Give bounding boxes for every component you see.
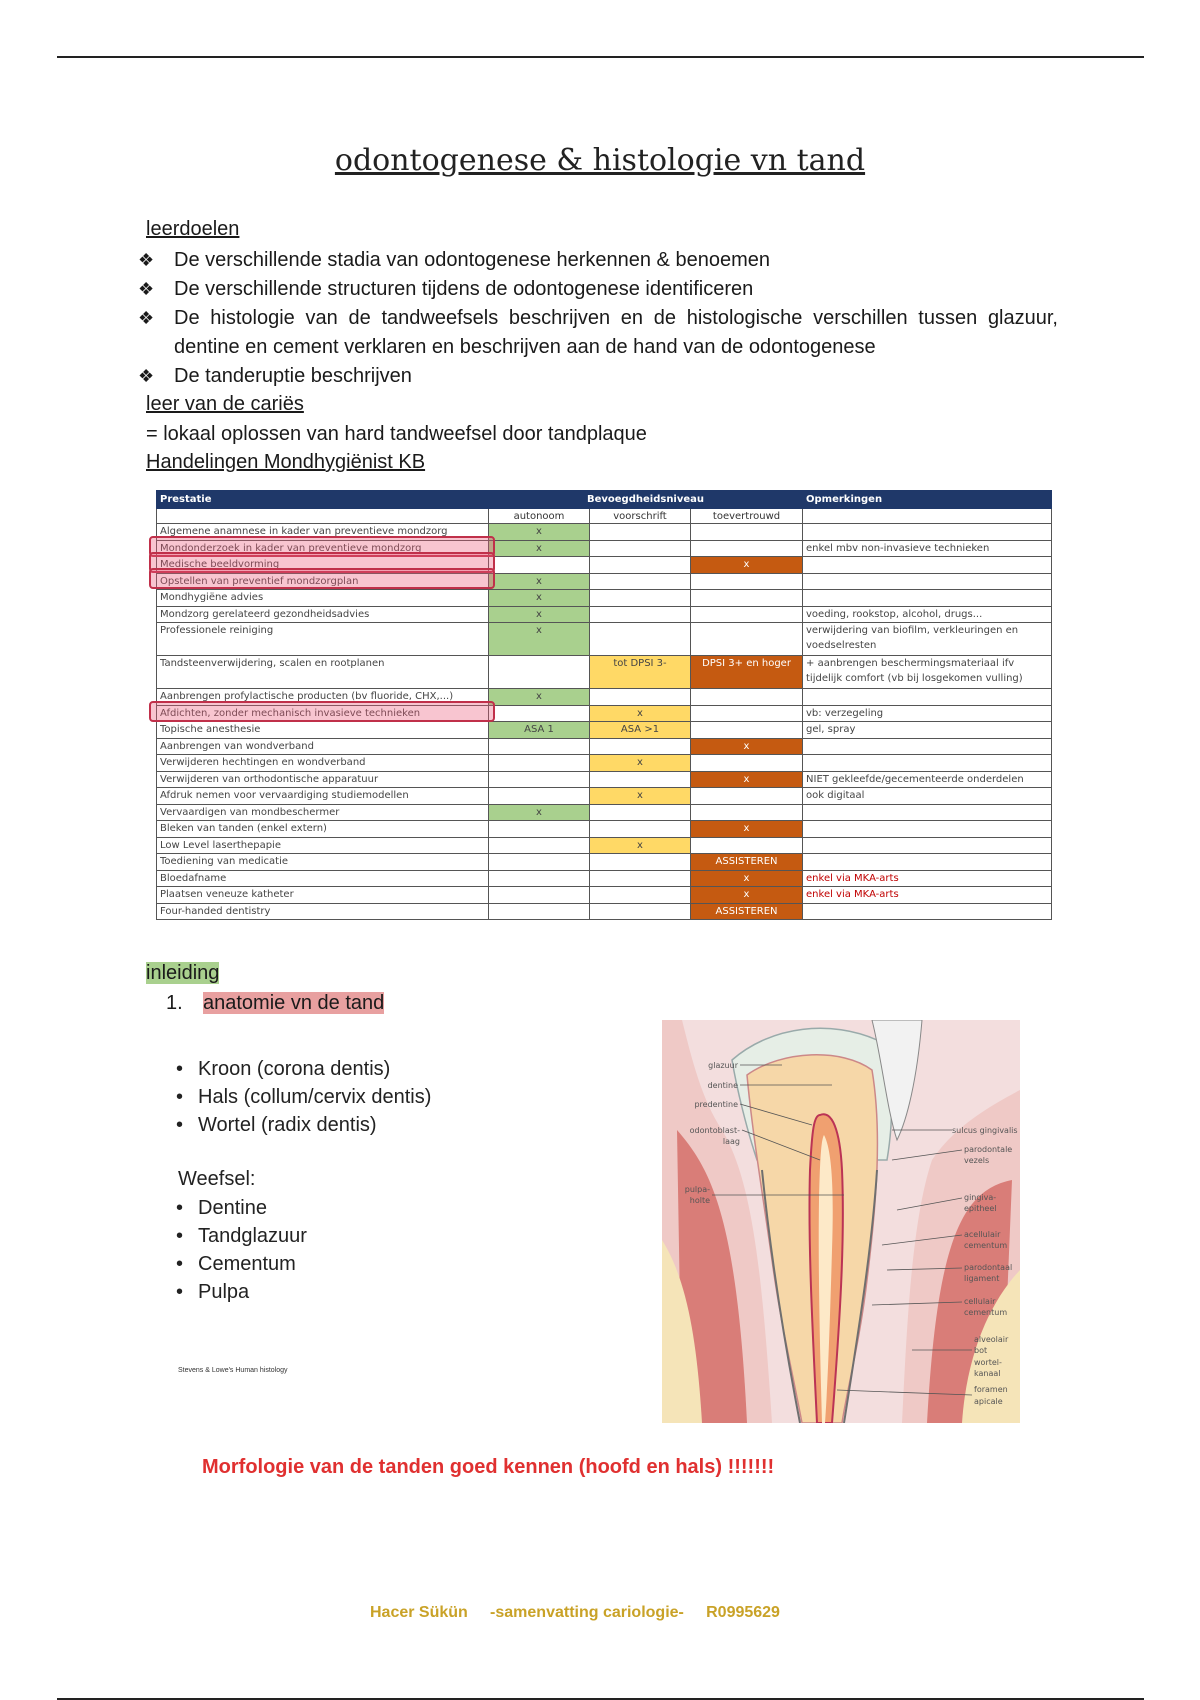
figure-label: cellulair (964, 1297, 996, 1306)
cell-prestatie: Mondzorg gerelateerd gezondheidsadvies (157, 606, 489, 623)
cell-toevertrouwd (691, 804, 803, 821)
cell-voorschrift: x (590, 755, 691, 772)
cell-prestatie: Bleken van tanden (enkel extern) (157, 821, 489, 838)
highlight-afdichten (149, 701, 495, 722)
list-item: • Tandglazuur (176, 1222, 307, 1250)
anatomie-label: anatomie vn de tand (203, 992, 385, 1014)
cell-autonoom: x (489, 573, 590, 590)
cell-prestatie: Bloedafname (157, 870, 489, 887)
caries-heading: leer van de cariës (146, 393, 304, 415)
cell-opmerking (803, 903, 1052, 920)
cell-toevertrouwd (691, 606, 803, 623)
weefsel-heading: Weefsel: (178, 1168, 256, 1190)
cell-toevertrouwd: x (691, 870, 803, 887)
handelingen-heading: Handelingen Mondhygiënist KB (146, 451, 426, 473)
subheader-empty (157, 509, 489, 524)
cell-prestatie: Verwijderen hechtingen en wondverband (157, 755, 489, 772)
cell-toevertrouwd: x (691, 738, 803, 755)
warning-note: Morfologie van de tanden goed kennen (hoofd en hals) !!!!!!! (202, 1456, 775, 1478)
figure-label: wortel- (974, 1358, 1002, 1367)
cell-opmerking: gel, spray (803, 722, 1052, 739)
cell-autonoom (489, 656, 590, 689)
cell-autonoom (489, 771, 590, 788)
cell-opmerking (803, 524, 1052, 541)
subheader-voorschrift: voorschrift (590, 509, 691, 524)
table-row (157, 606, 1052, 623)
cell-prestatie: Verwijderen van orthodontische apparatuur (157, 771, 489, 788)
diamond-bullet-icon: ❖ (138, 250, 155, 270)
leerdoel-item: ❖ De histologie van de tandweefsels beschrijven en de histologische verschillen tussen glazuur, dentine en cement verklaren en beschrijven aan de hand van de odontogenese (138, 304, 1058, 362)
cell-opmerking: voeding, rookstop, alcohol, drugs... (803, 606, 1052, 623)
cell-toevertrouwd (691, 540, 803, 557)
cell-toevertrouwd: x (691, 771, 803, 788)
diamond-bullet-icon: ❖ (138, 279, 155, 299)
table-row (157, 755, 1052, 772)
table-row (157, 590, 1052, 607)
list-item: • Cementum (176, 1250, 307, 1278)
top-rule (57, 56, 1144, 58)
cell-prestatie: Aanbrengen van wondverband (157, 738, 489, 755)
cell-toevertrouwd (691, 689, 803, 706)
leerdoel-item: ❖ De verschillende stadia van odontogenese herkennen & benoemen (138, 246, 1058, 275)
subheader-toevertrouwd: toevertrouwd (691, 509, 803, 524)
cell-voorschrift: ASA >1 (590, 722, 691, 739)
figure-label: parodontale (964, 1145, 1013, 1154)
cell-autonoom (489, 870, 590, 887)
cell-toevertrouwd (691, 623, 803, 656)
cell-prestatie: Aanbrengen profylactische producten (bv fluoride, CHX,...) (157, 689, 489, 706)
list-item: • Hals (collum/cervix dentis) (176, 1083, 431, 1111)
figure-label: odontoblast- (689, 1126, 740, 1135)
cell-opmerking: NIET gekleefde/gecementeerde onderdelen (803, 771, 1052, 788)
table-row (157, 854, 1052, 871)
cell-toevertrouwd: ASSISTEREN (691, 854, 803, 871)
figure-label: vezels (964, 1156, 990, 1165)
cell-toevertrouwd (691, 705, 803, 722)
cell-opmerking: enkel via MKA-arts (803, 887, 1052, 904)
cell-toevertrouwd: x (691, 557, 803, 574)
cell-prestatie: Low Level laserthepapie (157, 837, 489, 854)
cell-voorschrift (590, 590, 691, 607)
table-row (157, 837, 1052, 854)
cell-toevertrouwd (691, 722, 803, 739)
figure-label: foramen (974, 1385, 1008, 1394)
cell-autonoom (489, 557, 590, 574)
cell-opmerking: verwijdering van biofilm, verkleuringen en voedselresten (803, 623, 1052, 656)
cell-toevertrouwd (691, 573, 803, 590)
cell-autonoom: x (489, 590, 590, 607)
cell-prestatie: Afdichten, zonder mechanisch invasieve technieken (157, 705, 489, 722)
diamond-bullet-icon: ❖ (138, 308, 155, 328)
figure-label: laag (722, 1137, 740, 1146)
subheader-autonoom: autonoom (489, 509, 590, 524)
table-row (157, 804, 1052, 821)
figure-citation: Stevens & Lowe's Human histology (178, 1367, 288, 1374)
cell-autonoom: x (489, 606, 590, 623)
list-item: • Dentine (176, 1194, 307, 1222)
cell-toevertrouwd (691, 590, 803, 607)
cell-opmerking: + aanbrengen beschermingsmateriaal ifv tijdelijk comfort (vb bij losgekomen vulling) (803, 656, 1052, 689)
cell-opmerking: enkel mbv non-invasieve technieken (803, 540, 1052, 557)
cell-autonoom: ASA 1 (489, 722, 590, 739)
figure-label: cementum (964, 1308, 1008, 1317)
subheader-empty (803, 509, 1052, 524)
cell-autonoom: x (489, 623, 590, 656)
table-row (157, 788, 1052, 805)
cell-prestatie: Vervaardigen van mondbeschermer (157, 804, 489, 821)
cell-opmerking: enkel via MKA-arts (803, 870, 1052, 887)
table-row (157, 656, 1052, 689)
figure-label: alveolair (974, 1335, 1009, 1344)
cell-autonoom (489, 903, 590, 920)
page-footer (370, 1604, 780, 1622)
cell-autonoom (489, 821, 590, 838)
figure-label: gingiva- (964, 1193, 997, 1202)
cell-opmerking (803, 821, 1052, 838)
cell-prestatie: Toediening van medicatie (157, 854, 489, 871)
cell-voorschrift (590, 573, 691, 590)
cell-autonoom (489, 738, 590, 755)
cell-voorschrift (590, 887, 691, 904)
caries-definition: = lokaal oplossen van hard tandweefsel door tandplaque (146, 423, 647, 445)
cell-voorschrift (590, 540, 691, 557)
figure-label: pulpa- (684, 1185, 710, 1194)
figure-label: parodontaal (964, 1263, 1013, 1272)
cell-autonoom: x (489, 540, 590, 557)
cell-opmerking (803, 573, 1052, 590)
cell-voorschrift (590, 524, 691, 541)
figure-label: glazuur (708, 1061, 738, 1070)
cell-voorschrift: x (590, 705, 691, 722)
cell-voorschrift (590, 870, 691, 887)
figure-label: cementum (964, 1241, 1008, 1250)
cell-autonoom (489, 837, 590, 854)
cell-voorschrift: x (590, 788, 691, 805)
cell-toevertrouwd: x (691, 887, 803, 904)
cell-toevertrouwd (691, 837, 803, 854)
tand-delen-list (176, 1055, 431, 1139)
cell-prestatie: Afdruk nemen voor vervaardiging studiemodellen (157, 788, 489, 805)
table-row (157, 887, 1052, 904)
cell-prestatie: Medische beeldvorming (157, 557, 489, 574)
cell-autonoom: x (489, 804, 590, 821)
figure-label: holte (689, 1196, 710, 1205)
cell-toevertrouwd: DPSI 3+ en hoger (691, 656, 803, 689)
figure-label: apicale (974, 1397, 1003, 1406)
cell-opmerking (803, 854, 1052, 871)
figure-label: dentine (707, 1081, 738, 1090)
cell-autonoom (489, 788, 590, 805)
figure-label: sulcus gingivalis (952, 1126, 1018, 1135)
cell-toevertrouwd (691, 755, 803, 772)
cell-prestatie: Topische anesthesie (157, 722, 489, 739)
cell-autonoom: x (489, 689, 590, 706)
footer-author: Hacer Sükün (370, 1604, 468, 1621)
table-row (157, 870, 1052, 887)
cell-prestatie: Algemene anamnese in kader van preventieve mondzorg (157, 524, 489, 541)
highlight-mondzorgplan (149, 568, 495, 589)
cell-prestatie: Tandsteenverwijdering, scalen en rootplanen (157, 656, 489, 689)
cell-opmerking (803, 689, 1052, 706)
cell-toevertrouwd: ASSISTEREN (691, 903, 803, 920)
cell-autonoom (489, 755, 590, 772)
cell-voorschrift: tot DPSI 3- (590, 656, 691, 689)
cell-voorschrift: x (590, 837, 691, 854)
cell-opmerking: vb: verzegeling (803, 705, 1052, 722)
table-row (157, 623, 1052, 656)
cell-autonoom (489, 887, 590, 904)
table-row (157, 738, 1052, 755)
col-opmerkingen: Opmerkingen (803, 491, 1052, 509)
leerdoelen-list (138, 246, 1058, 391)
cell-opmerking (803, 590, 1052, 607)
list-item: • Kroon (corona dentis) (176, 1055, 431, 1083)
footer-subject: -samenvatting cariologie- (490, 1604, 684, 1621)
cell-prestatie: Mondonderzoek in kader van preventieve mondzorg (157, 540, 489, 557)
cell-voorschrift (590, 854, 691, 871)
figure-label: bot (974, 1346, 988, 1355)
cell-prestatie: Four-handed dentistry (157, 903, 489, 920)
cell-autonoom (489, 705, 590, 722)
cell-voorschrift (590, 606, 691, 623)
cell-voorschrift (590, 821, 691, 838)
cell-prestatie: Opstellen van preventief mondzorgplan (157, 573, 489, 590)
cell-voorschrift (590, 689, 691, 706)
cell-toevertrouwd: x (691, 821, 803, 838)
item-number: 1. (166, 992, 183, 1014)
table-row (157, 903, 1052, 920)
figure-label: epitheel (964, 1204, 997, 1213)
weefsel-list (176, 1194, 307, 1306)
cell-voorschrift (590, 771, 691, 788)
figure-label: predentine (694, 1100, 738, 1109)
cell-voorschrift (590, 903, 691, 920)
cell-autonoom: x (489, 524, 590, 541)
tooth-anatomy-figure (662, 1020, 1020, 1423)
list-item: • Pulpa (176, 1278, 307, 1306)
cell-opmerking: ook digitaal (803, 788, 1052, 805)
col-prestatie: Prestatie (157, 491, 489, 509)
cell-prestatie: Plaatsen veneuze katheter (157, 887, 489, 904)
cell-opmerking (803, 738, 1052, 755)
cell-voorschrift (590, 804, 691, 821)
cell-opmerking (803, 755, 1052, 772)
diamond-bullet-icon: ❖ (138, 366, 155, 386)
cell-voorschrift (590, 623, 691, 656)
footer-code: R0995629 (706, 1604, 780, 1621)
leerdoelen-heading: leerdoelen (146, 218, 240, 240)
table-row (157, 722, 1052, 739)
page-title: odontogenese & histologie vn tand (334, 143, 866, 178)
cell-toevertrouwd (691, 788, 803, 805)
cell-voorschrift (590, 738, 691, 755)
cell-prestatie: Professionele reiniging (157, 623, 489, 656)
cell-prestatie: Mondhygiëne advies (157, 590, 489, 607)
inleiding-heading: inleiding (146, 962, 220, 984)
figure-label: ligament (964, 1274, 1000, 1283)
cell-opmerking (803, 804, 1052, 821)
cell-toevertrouwd (691, 524, 803, 541)
cell-opmerking (803, 557, 1052, 574)
cell-voorschrift (590, 557, 691, 574)
anatomie-item (166, 992, 384, 1015)
table-row (157, 821, 1052, 838)
col-bevoegdheidsniveau: Bevoegdheidsniveau (489, 491, 803, 509)
leerdoel-item: ❖ De tanderuptie beschrijven (138, 362, 1058, 391)
leerdoel-item: ❖ De verschillende structuren tijdens de odontogenese identificeren (138, 275, 1058, 304)
figure-label: acellulair (964, 1230, 1001, 1239)
table-row (157, 771, 1052, 788)
figure-label: kanaal (974, 1369, 1001, 1378)
list-item: • Wortel (radix dentis) (176, 1111, 431, 1139)
cell-opmerking (803, 837, 1052, 854)
cell-autonoom (489, 854, 590, 871)
